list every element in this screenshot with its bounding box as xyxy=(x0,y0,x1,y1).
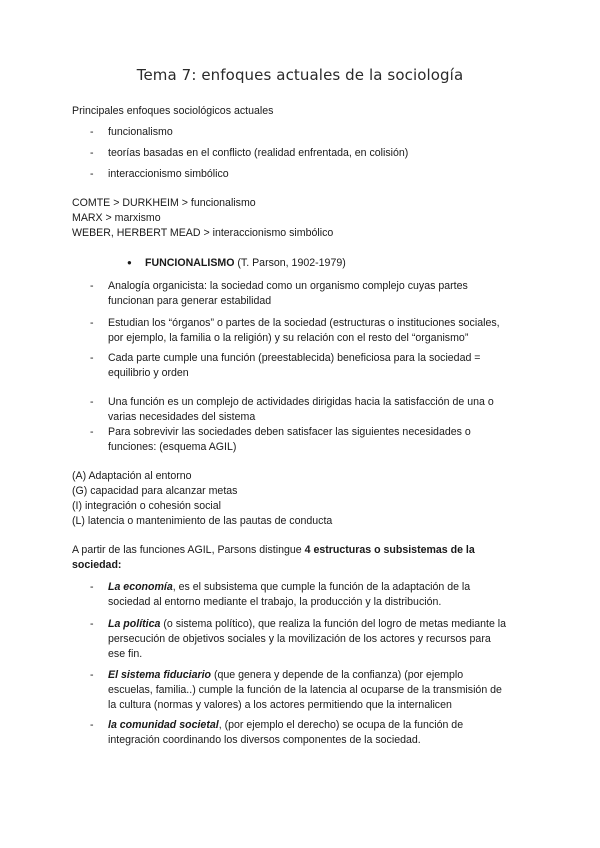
subsystem-item xyxy=(108,718,463,733)
list-item-continuation: por ejemplo, la familia o la religión) y su relación con el resto del “organismo” xyxy=(108,332,469,344)
list-item: teorías basadas en el conflicto (realidad enfrentada, en colisión) xyxy=(108,147,409,159)
list-item: interaccionismo simbólico xyxy=(108,168,229,180)
subsystem-continuation: la cultura (normas y valores) a los actores permitiendo que la internalicen xyxy=(108,699,452,711)
list-item: Para sobrevivir las sociedades deben satisfacer las siguientes necesidades o xyxy=(108,426,471,438)
parsons-intro-continuation xyxy=(72,558,121,573)
subsystem-continuation: ese fin. xyxy=(108,648,143,660)
subsystem-term: La economía xyxy=(108,581,173,593)
agil-line: (I) integración o cohesión social xyxy=(72,500,221,512)
subsystem-continuation: sociedad al entorno mediante el trabajo, la producción y la distribución. xyxy=(108,596,442,608)
agil-line: (A) Adaptación al entorno xyxy=(72,470,192,482)
subsystem-item xyxy=(108,617,506,632)
dash-marker: - xyxy=(90,317,94,329)
list-item: Cada parte cumple una función (preestablecida) beneficiosa para la sociedad = xyxy=(108,352,481,364)
subsystem-text: , (por ejemplo el derecho) se ocupa de la función de xyxy=(218,719,464,731)
dash-marker: - xyxy=(90,168,94,180)
list-item: Analogía organicista: la sociedad como un organismo complejo cuyas partes xyxy=(108,280,468,292)
list-item-continuation: funcionan para generar estabilidad xyxy=(108,295,272,307)
section-heading xyxy=(145,256,346,271)
agil-line: (G) capacidad para alcanzar metas xyxy=(72,485,238,497)
subsystem-term: La política xyxy=(108,618,161,630)
subsystem-continuation: integración coordinando los diversos componentes de la sociedad. xyxy=(108,734,421,746)
author-line: WEBER, HERBERT MEAD > interaccionismo simbólico xyxy=(72,227,334,239)
section-heading-rest: (T. Parson, 1902-1979) xyxy=(234,257,346,269)
dash-marker: - xyxy=(90,618,94,630)
parsons-intro xyxy=(72,543,475,558)
page-title: Tema 7: enfoques actuales de la sociología xyxy=(136,66,464,84)
list-item-continuation: equilibrio y orden xyxy=(108,367,189,379)
subsystem-term: la comunidad societal xyxy=(108,719,219,731)
dash-marker: - xyxy=(90,669,94,681)
subsystem-text: (que genera y depende de la confianza) (por ejemplo xyxy=(211,669,464,681)
dash-marker: - xyxy=(90,280,94,292)
dash-marker: - xyxy=(90,147,94,159)
list-item-continuation: funciones: (esquema AGIL) xyxy=(108,441,237,453)
subsystem-continuation: escuelas, familia..) cumple la función de la latencia al ocuparse de la transmisión de xyxy=(108,684,502,696)
subsystem-term: El sistema fiduciario xyxy=(108,669,212,681)
dash-marker: - xyxy=(90,581,94,593)
dash-marker: - xyxy=(90,126,94,138)
list-item: Una función es un complejo de actividades dirigidas hacia la satisfacción de una o xyxy=(108,396,494,408)
list-item: funcionalismo xyxy=(108,126,173,138)
subsystem-text: , es el subsistema que cumple la función de la adaptación de la xyxy=(172,581,471,593)
dash-marker: - xyxy=(90,719,94,731)
subsystem-continuation: persecución de objetivos sociales y la movilización de los actores y recursos para xyxy=(108,633,491,645)
list-item: Estudian los “órganos” o partes de la sociedad (estructuras o instituciones sociales, xyxy=(108,317,500,329)
dash-marker: - xyxy=(90,426,94,438)
parsons-intro-bold: 4 estructuras o subsistemas de la xyxy=(304,544,475,556)
author-line: MARX > marxismo xyxy=(72,212,161,224)
bullet-dot-icon: ● xyxy=(127,258,132,267)
parsons-intro-bold: sociedad: xyxy=(72,559,122,571)
intro-text: Principales enfoques sociológicos actuales xyxy=(72,105,274,117)
dash-marker: - xyxy=(90,396,94,408)
subsystem-item xyxy=(108,580,470,595)
subsystem-item xyxy=(108,668,463,683)
dash-marker: - xyxy=(90,352,94,364)
agil-line: (L) latencia o mantenimiento de las pautas de conducta xyxy=(72,515,333,527)
section-heading-bold: FUNCIONALISMO xyxy=(145,257,235,269)
subsystem-text: (o sistema político), que realiza la función del logro de metas mediante la xyxy=(160,618,507,630)
list-item-continuation: varias necesidades del sistema xyxy=(108,411,256,423)
author-line: COMTE > DURKHEIM > funcionalismo xyxy=(72,197,256,209)
parsons-intro-text: A partir de las funciones AGIL, Parsons distingue xyxy=(72,544,305,556)
